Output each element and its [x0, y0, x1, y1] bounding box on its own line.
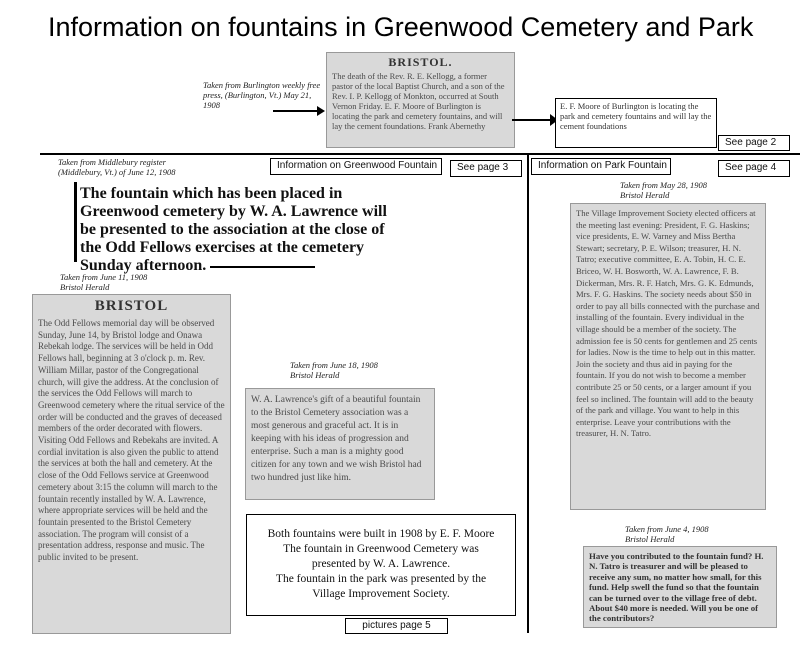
may28-caption: Taken from May 28, 1908 Bristol Herald — [620, 180, 707, 200]
page-title: Information on fountains in Greenwood Cemetery and Park — [48, 12, 754, 42]
greenwood-info-label: Information on Greenwood Fountain — [270, 158, 442, 175]
summary-line: Both fountains were built in 1908 by E. F. Moore — [267, 528, 495, 540]
see-page-4-label: See page 4 — [718, 160, 790, 177]
june18-caption: Taken from June 18, 1908 Bristol Herald — [290, 360, 378, 380]
pictures-page-5-label: pictures page 5 — [345, 618, 448, 634]
horizontal-divider — [40, 153, 800, 155]
bristol-june11-clipping — [32, 294, 231, 634]
clipping-heading: BRISTOL — [94, 298, 169, 314]
see-page-2-label: See page 2 — [718, 135, 790, 151]
clipping-text: The death of the Rev. R. E. Kellogg, a former pastor of the local Baptist Church, and a son of the Rev. I. P. Kellogg of Monkton, occurred at South Vernon Friday. E. F. Moore of Burlington is locating the park and cemetery fountains, and will lay the cement foundations. Frank Abernethy — [332, 71, 505, 131]
summary-line: Village Improvement Society. — [312, 588, 450, 600]
clipping-text: W. A. Lawrence's gift of a beautiful fountain to the Bristol Cemetery association was a most generous and graceful act. It is in keeping with his ideas of progression and enterprise. Such a man is a mighty good citizen for any town and we wish Bristol had two hundred just like him. — [251, 395, 422, 483]
top-clipping-caption: Taken from Burlington weekly free press, (Burlington, Vt.) May 21, 1908 — [203, 80, 321, 110]
middlebury-caption: Taken from Middlebury register (Middlebury, Vt.) of June 12, 1908 — [58, 157, 176, 177]
middlebury-notice: The fountain which has been placed in Greenwood cemetery by W. A. Lawrence will be presented to the association at the close of the Odd Fellows exercises at the cemetery Sunday afternoon. — [80, 185, 387, 274]
bristol-may21-clipping — [326, 52, 515, 148]
clipping-text: The Odd Fellows memorial day will be observed Sunday, June 14, by Bristol lodge and Onawa Rebekah lodge. The services will be held in Odd Fellows hall, beginning at 3 o'clock p. m. Rev. William Millar, pastor of the Congregational church, will give the address. At the conclusion of the services the Odd Fellows will march to Greenwood cemetery where the ritual service of the order will be conducted and the graves of deceased members of the order decorated with flowers. Visiting Odd Fellows and Rebekahs are invited. A cordial invitation is also given the public to attend the services at both the hall and cemetery. At the close of the Odd Fellows service at Greenwood cemetery about 3:15 the column will march to the fountain recently installed by W. A. Lawrence, where appropriate services will be held and the fountain presented to the Bristol Cemetery association. The program will consist of a presentation address, response and music. The public invited to be present. — [38, 318, 225, 563]
summary-line: presented by W. A. Lawrence. — [311, 558, 451, 570]
clipping-text: The Village Improvement Society elected officers at the meeting last evening: President, F. G. Haskins; vice presidents, E. W. Varney and Miss Bertha Stewart; secretary, P. E. Wilson; treasurer, H. N. Tatro; executive committee, E. A. Tobin, H. C. E. Briceo, W. H. Bosworth, W. A. Lawrence, F. B. Dickerman, Mrs. R. F. Hatch, Mrs. G. K. Edmunds, Mrs. F. G. Haskins. The society needs about $50 in order to pay all bills connected with the purchase and installing of the fountain. Every individual in the village should be a member of the society. The admission fee is 50 cents for gentlemen and 25 cents for ladies. Now is the time to help out in this matter. Join the society and thus aid in paying for the fountain. If you do not wish to become a member contribute 25 or 50 cents, or a larger amount if you feel so inclined. The fountain will add to the beauty of the park and village. You want to help in this enterprise. Leave your contributions with the treasurer, H. N. Tatro. — [576, 208, 760, 439]
clipping-text: Have you contributed to the fountain fund? H. N. Tatro is treasurer and will be pleased to receive any sum, no matter how small, for this fund. Help swell the fund so that the fountain can be turned over to the village free of debt. About $40 more is needed. Will you be one of the contributors? — [589, 551, 764, 624]
see-page-3-label: See page 3 — [450, 160, 522, 177]
summary-box — [246, 514, 516, 616]
bristol-may28-clipping — [570, 203, 766, 510]
vertical-divider — [527, 153, 529, 633]
arrow-right-icon — [512, 108, 558, 130]
june11-caption: Taken from June 11, 1908 Bristol Herald — [60, 272, 148, 292]
bristol-june4-clipping — [583, 546, 777, 628]
bristol-june18-clipping — [245, 388, 435, 500]
notice-side-rule — [74, 182, 77, 262]
moore-callout: E. F. Moore of Burlington is locating the park and cemetery fountains and will lay the cement foundations — [555, 98, 717, 148]
arrow-right-icon — [273, 104, 325, 118]
summary-line: The fountain in Greenwood Cemetery was — [283, 543, 479, 555]
clipping-heading: BRISTOL. — [388, 55, 453, 69]
june4-caption: Taken from June 4, 1908 Bristol Herald — [625, 524, 709, 544]
notice-underline — [210, 266, 315, 268]
summary-line: The fountain in the park was presented by the — [275, 573, 487, 585]
park-info-label: Information on Park Fountain — [531, 158, 671, 175]
